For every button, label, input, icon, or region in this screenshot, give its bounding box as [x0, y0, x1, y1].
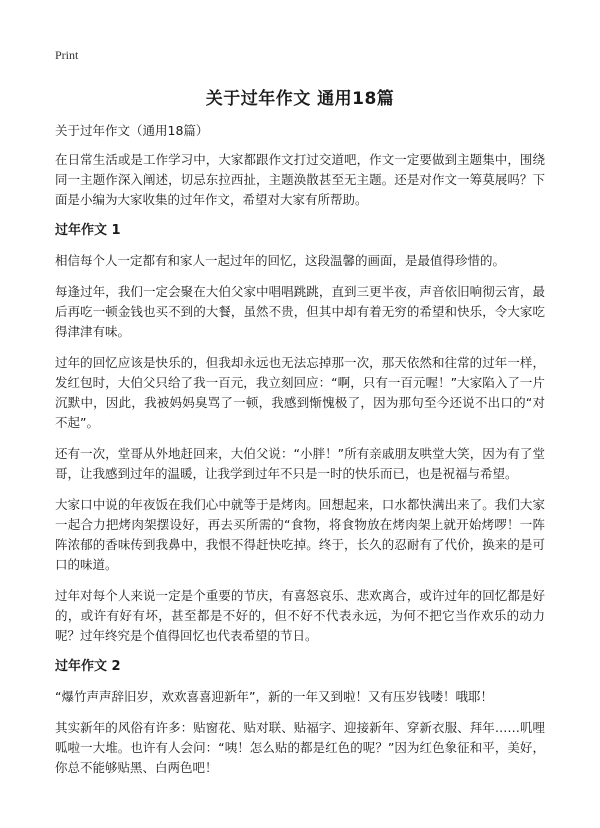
- paragraph: 还有一次，堂哥从外地赶回来，大伯父说：“小胖！”所有亲戚朋友哄堂大笑，因为有了堂哥，让我感到过年的温暖，让我学到过年不只是一时的快乐而已，也是祝福与希望。: [55, 446, 545, 481]
- paragraph: 过年对每个人来说一定是个重要的节庆，有喜怒哀乐、悲欢离合，或许过年的回忆都是好的，或许有好有坏，甚至都是不好的，但不好不代表永远，为何不把它当作欢乐的动力呢？过年终究是个值得回忆也代表希望的节日。: [55, 588, 545, 643]
- paragraph: 其实新年的风俗有许多：贴窗花、贴对联、贴福字、迎接新年、穿新衣服、拜年……叽哩呱啦一大堆。也许有人会问：“咦！怎么贴的都是红色的呢？”因为红色象征和平，美好，你总不能够贴黑、白两色吧！: [55, 720, 545, 775]
- paragraph: 大家口中说的年夜饭在我们心中就等于是烤肉。回想起来，口水都快满出来了。我们大家一起合力把烤肉架摆设好，再去买所需的“食物，将食物放在烤肉架上就开始烤啰！一阵阵浓郁的香味传到我鼻中，我恨不得赶快吃掉。终于，长久的忍耐有了代价，换来的是可口的味道。: [55, 497, 545, 572]
- section-heading: 过年作文 2: [55, 659, 121, 674]
- document-body: [55, 122, 545, 789]
- intro-paragraph: 在日常生活或是工作学习中，大家都跟作文打过交道吧，作文一定要做到主题集中，围绕同一主题作深入阐述，切忌东拉西扯，主题涣散甚至无主题。还是对作文一筹莫展吗？下面是小编为大家收集的过年作文，希望对大家有所帮助。: [55, 152, 545, 207]
- paragraph: 每逢过年，我们一定会聚在大伯父家中唱唱跳跳，直到三更半夜，声音依旧响彻云宵，最后再吃一顿金钱也买不到的大餐，虽然不贵，但其中却有着无穷的希望和快乐，令大家吃得津津有味。: [55, 284, 545, 339]
- paragraph: 过年的回忆应该是快乐的，但我却永远也无法忘掉那一次，那天依然和往常的过年一样，发红包时，大伯父只给了我一百元，我立刻回应：“啊，只有一百元喔！”大家陷入了一片沉默中，因此，我被妈妈臭骂了一顿，我感到惭愧极了，因为那句至今还说不出口的“对不起”。: [55, 355, 545, 430]
- paragraph: “爆竹声声辞旧岁，欢欢喜喜迎新年”，新的一年又到啦！又有压岁钱喽！哦耶！: [55, 689, 493, 704]
- document-subtitle: 关于过年作文（通用18篇）: [55, 123, 209, 138]
- paragraph: 相信每个人一定都有和家人一起过年的回忆，这段温馨的画面，是最值得珍惜的。: [55, 253, 506, 268]
- document-title: 关于过年作文 通用18篇: [205, 89, 395, 109]
- print-link[interactable]: Print: [55, 48, 79, 62]
- section-heading: 过年作文 1: [55, 223, 121, 238]
